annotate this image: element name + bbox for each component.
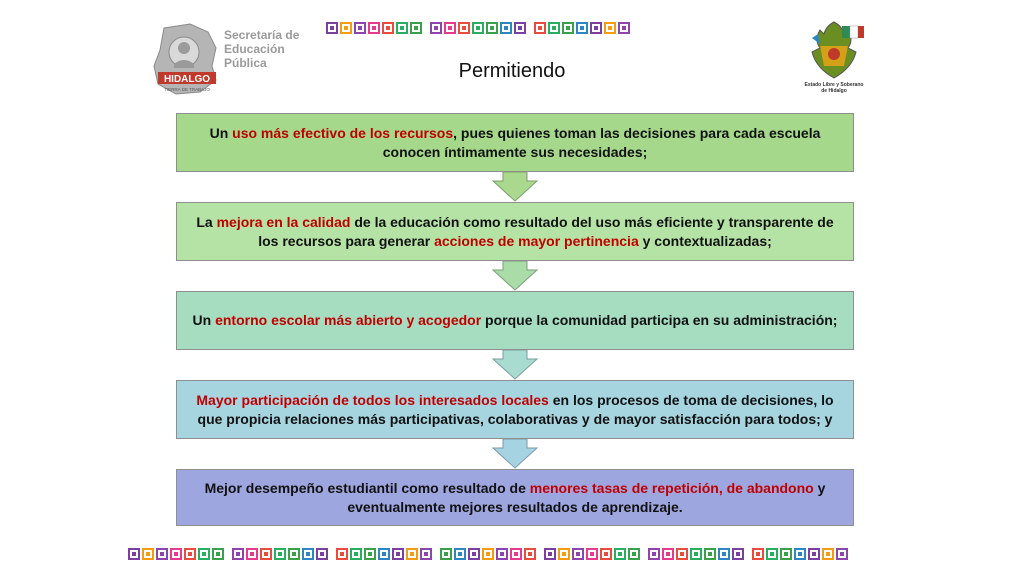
pattern-group: [534, 22, 630, 34]
step-3-text: Un entorno escolar más abierto y acogedor porque la comunidad participa en su administración;: [192, 312, 838, 328]
pattern-square: [430, 22, 442, 34]
pattern-square: [170, 548, 182, 560]
logo-line-3: Pública: [224, 56, 267, 70]
pattern-square: [628, 548, 640, 560]
seal-caption: Estado Libre y Soberano de Hidalgo: [804, 82, 864, 94]
pattern-square: [128, 548, 140, 560]
pattern-square: [458, 22, 470, 34]
step-2-text: La mejora en la calidad de la educación como resultado del uso más eficiente y transparente de los recursos para generar acciones de mayor pertinencia y contextualizadas;: [196, 213, 834, 249]
pattern-square: [704, 548, 716, 560]
pattern-square: [382, 22, 394, 34]
pattern-square: [198, 548, 210, 560]
pattern-square: [326, 22, 338, 34]
pattern-group: [336, 548, 432, 560]
pattern-square: [336, 548, 348, 560]
pattern-square: [156, 548, 168, 560]
pattern-square: [836, 548, 848, 560]
flow-step-3: [176, 291, 854, 350]
pattern-square: [548, 22, 560, 34]
pattern-square: [732, 548, 744, 560]
flow-arrow-1: [492, 172, 538, 202]
pattern-square: [572, 548, 584, 560]
pattern-square: [752, 548, 764, 560]
pattern-square: [468, 548, 480, 560]
pattern-square: [676, 548, 688, 560]
pattern-square: [260, 548, 272, 560]
state-coat-of-arms-icon: [798, 18, 870, 82]
pattern-square: [822, 548, 834, 560]
pattern-square: [354, 22, 366, 34]
logo-line-2: Educación: [224, 42, 285, 56]
pattern-group: [128, 548, 224, 560]
pattern-group: [752, 548, 848, 560]
pattern-square: [808, 548, 820, 560]
pattern-square: [576, 22, 588, 34]
pattern-square: [350, 548, 362, 560]
pattern-square: [648, 548, 660, 560]
step-5-text: Mejor desempeño estudiantil como resultado de menores tasas de repetición, de abandono y eventualmente mejores resultados de aprendizaje.: [204, 479, 826, 515]
pattern-square: [392, 548, 404, 560]
hidalgo-map-icon: [150, 22, 222, 96]
pattern-square: [340, 22, 352, 34]
step-1-text: Un uso más efectivo de los recursos, pues quienes toman las decisiones para cada escuela conocen íntimamente sus necesidades;: [209, 124, 821, 160]
flow-step-4: [176, 380, 854, 439]
page-title: Permitiendo: [458, 60, 566, 82]
decorative-pattern-bottom: [128, 548, 848, 560]
pattern-square: [534, 22, 546, 34]
pattern-group: [232, 548, 328, 560]
pattern-square: [586, 548, 598, 560]
pattern-square: [288, 548, 300, 560]
flow-arrow-3: [492, 350, 538, 380]
pattern-square: [378, 548, 390, 560]
logo-line-1: Secretaría de: [224, 28, 300, 42]
flow-step-5: [176, 469, 854, 526]
pattern-square: [396, 22, 408, 34]
logo-brand: HIDALGO: [163, 74, 211, 85]
pattern-square: [618, 22, 630, 34]
pattern-square: [718, 548, 730, 560]
pattern-square: [482, 548, 494, 560]
pattern-square: [472, 22, 484, 34]
pattern-square: [500, 22, 512, 34]
pattern-group: [648, 548, 744, 560]
flow-step-1: [176, 113, 854, 172]
pattern-square: [368, 22, 380, 34]
pattern-square: [794, 548, 806, 560]
pattern-square: [600, 548, 612, 560]
pattern-square: [316, 548, 328, 560]
flow-step-2: [176, 202, 854, 261]
pattern-group: [430, 22, 526, 34]
pattern-square: [524, 548, 536, 560]
pattern-square: [440, 548, 452, 560]
pattern-square: [662, 548, 674, 560]
decorative-pattern-top: [326, 22, 630, 34]
pattern-square: [274, 548, 286, 560]
pattern-square: [558, 548, 570, 560]
pattern-square: [184, 548, 196, 560]
pattern-group: [544, 548, 640, 560]
pattern-group: [440, 548, 536, 560]
pattern-square: [496, 548, 508, 560]
pattern-square: [562, 22, 574, 34]
pattern-square: [510, 548, 522, 560]
pattern-square: [246, 548, 258, 560]
pattern-square: [780, 548, 792, 560]
pattern-square: [690, 548, 702, 560]
step-4-text: Mayor participación de todos los interesados locales en los procesos de toma de decisiones, lo que propicia relaciones más participativas, colaborativas y de mayor satisfacción para todos; y: [196, 391, 834, 427]
pattern-group: [326, 22, 422, 34]
pattern-square: [514, 22, 526, 34]
pattern-square: [410, 22, 422, 34]
logo-tagline: TIERRA DE TRABAJO: [164, 87, 210, 92]
pattern-square: [302, 548, 314, 560]
pattern-square: [544, 548, 556, 560]
pattern-square: [590, 22, 602, 34]
pattern-square: [212, 548, 224, 560]
pattern-square: [420, 548, 432, 560]
pattern-square: [614, 548, 626, 560]
pattern-square: [454, 548, 466, 560]
flow-arrow-4: [492, 439, 538, 469]
pattern-square: [444, 22, 456, 34]
hidalgo-state-seal: [798, 18, 870, 98]
pattern-square: [486, 22, 498, 34]
pattern-square: [232, 548, 244, 560]
pattern-square: [604, 22, 616, 34]
pattern-square: [142, 548, 154, 560]
flow-arrow-2: [492, 261, 538, 291]
pattern-square: [406, 548, 418, 560]
pattern-square: [364, 548, 376, 560]
pattern-square: [766, 548, 778, 560]
